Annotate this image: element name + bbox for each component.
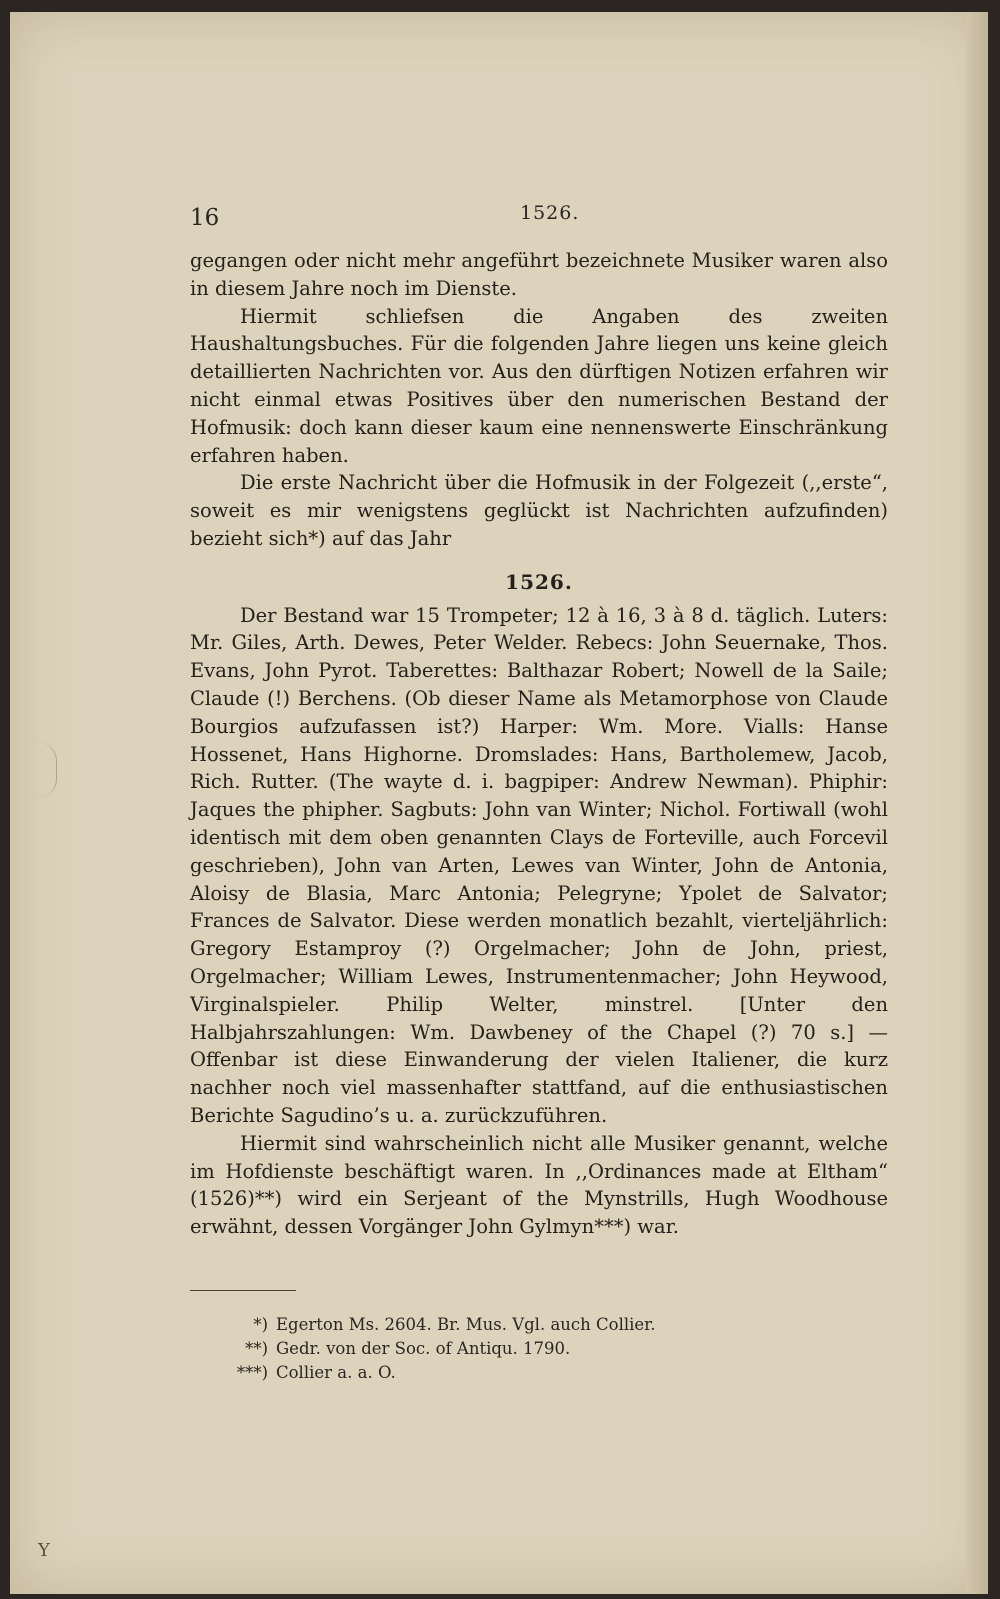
footnote-mark: *) xyxy=(253,1315,268,1334)
footnote-text: Collier a. a. O. xyxy=(276,1363,396,1382)
paragraph-1: gegangen oder nicht mehr angeführt bezeichnete Musiker waren also in diesem Jahre noch im Dienste. xyxy=(190,249,888,300)
page-number: 16 xyxy=(190,205,220,231)
margin-pencil-mark: Y xyxy=(38,1540,50,1561)
footnote-text: Gedr. von der Soc. of Antiqu. 1790. xyxy=(276,1339,571,1358)
page-edge xyxy=(966,12,988,1594)
book-page xyxy=(10,12,988,1594)
footnote-text: Egerton Ms. 2604. Br. Mus. Vgl. auch Collier. xyxy=(276,1315,656,1334)
footnote xyxy=(190,1361,810,1385)
footnote xyxy=(190,1337,810,1361)
footnote-rule xyxy=(190,1290,296,1291)
footnote-mark: **) xyxy=(245,1339,268,1358)
paragraph-5: Hiermit sind wahrscheinlich nicht alle Musiker genannt, welche im Hofdienste beschäftigt waren. In ,,Ordinances made at Eltham“ (1526)**) wird ein Serjeant of the Mynstrills, Hugh Woodhouse erwähnt, dessen Vorgänger John Gylmyn***) war. xyxy=(190,1131,888,1239)
footnotes xyxy=(190,1313,810,1385)
paragraph-3: Die erste Nachricht über die Hofmusik in der Folgezeit (,,erste“, soweit es mir wenigstens geglückt ist Nachrichten aufzufinden) bezieht sich*) auf das Jahr xyxy=(190,471,888,550)
body-text xyxy=(190,247,888,1241)
paragraph-2: Hiermit schliefsen die Angaben des zweiten Haushaltungsbuches. Für die folgenden Jahre liegen uns keine gleich detaillierten Nachrichten vor. Aus den dürftigen Notizen erfahren wir nicht einmal etwas Positives über den numerischen Bestand der Hofmusik: doch kann dieser kaum eine nennenswerte Einschränkung erfahren haben. xyxy=(190,304,888,467)
footnote xyxy=(190,1313,810,1337)
footnote-mark: ***) xyxy=(236,1363,268,1382)
running-head: 1526. xyxy=(520,202,580,224)
paragraph-4: Der Bestand war 15 Trompeter; 12 à 16, 3 à 8 d. täglich. Luters: Mr. Giles, Arth. Dewes, Peter Welder. Rebecs: John Seuernake, Thos. Evans, John Pyrot. Taberettes: Balthazar Robert; Nowell de la Saile; Claude (!) Berchens. (Ob dieser Name als Metamorphose von Claude Bourgios aufzufassen ist?) Harper: Wm. More. Vialls: Hanse Hossenet, Hans Highorne. Dromslades: Hans, Bartholemew, Jacob, Rich. Rutter. (The wayte d. i. bagpiper: Andrew Newman). Phiphir: Jaques the phipher. Sagbuts: John van Winter; Nichol. Fortiwall (wohl identisch mit dem oben genannten Clays de Forteville, auch Forcevil geschrieben), John van Arten, Lewes van Winter, John de Antonia, Aloisy de Blasia, Marc Antonia; Pelegryne; Ypolet de Salvator; Frances de Salvator. Diese werden monatlich bezahlt, vierteljährlich: Gregory Estamproy (?) Orgelmacher; John de John, priest, Orgelmacher; William Lewes, Instrumentenmacher; John Heywood, Virginalspieler. Philip Welter, minstrel. [Unter den Halbjahrszahlungen: Wm. Dawbeney of the Chapel (?) 70 s.] — Offenbar ist diese Einwanderung der vielen Italiener, die kurz nachher noch viel massenhafter stattfand, auf die enthusiastischen Berichte Sagudino’s u. a. zurückzuführen. xyxy=(190,603,888,1127)
section-heading: 1526. xyxy=(505,569,573,594)
page-header xyxy=(190,195,890,235)
bleed-through-mark xyxy=(38,742,57,798)
